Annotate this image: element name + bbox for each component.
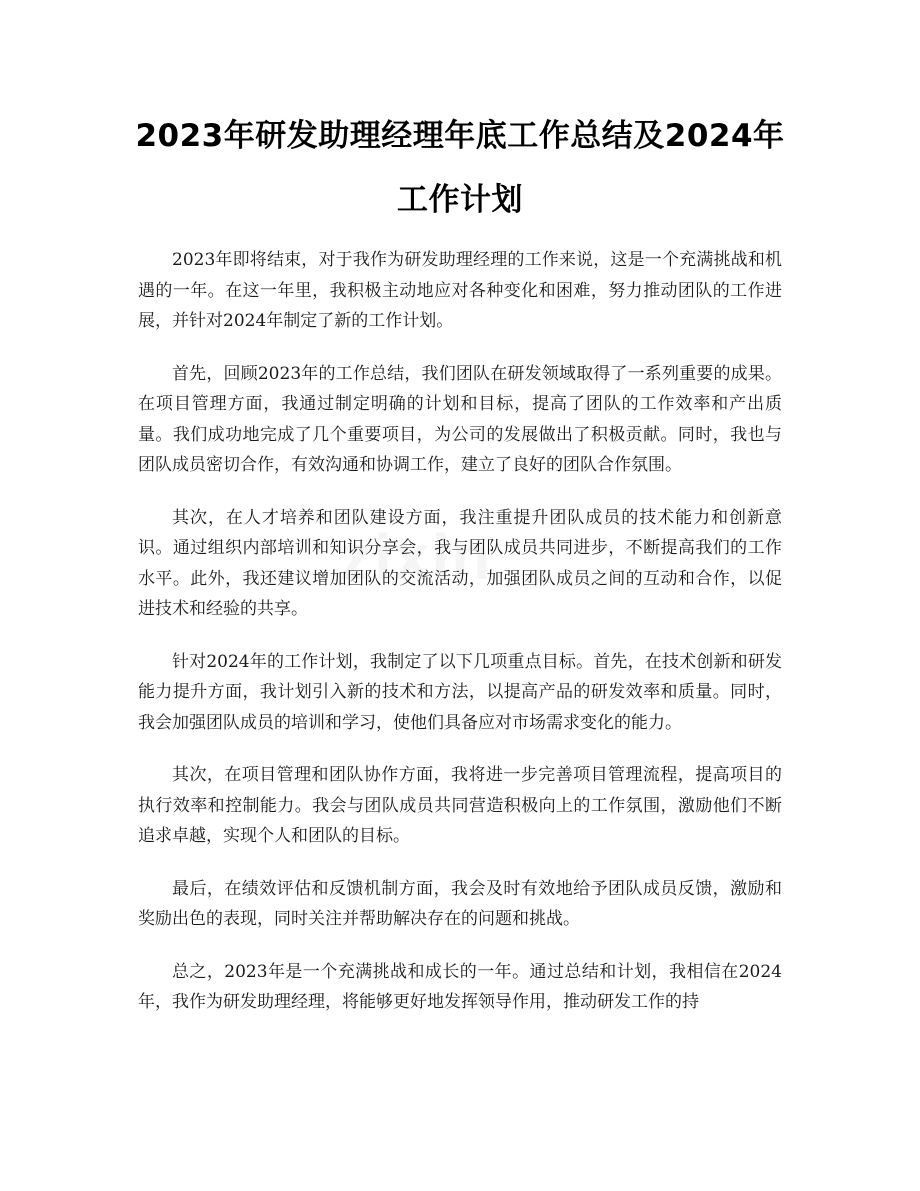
paragraph-5: 其次，在项目管理和团队协作方面，我将进一步完善项目管理流程，提高项目的执行效率和控制能力。我会与团队成员共同营造积极向上的工作氛围，激励他们不断追求卓越，实现个人和团队的目标。 <box>138 765 782 846</box>
paragraph-4: 针对2024年的工作计划，我制定了以下几项重点目标。首先，在技术创新和研发能力提升方面，我计划引入新的技术和方法，以提高产品的研发效率和质量。同时，我会加强团队成员的培训和学习，使他们具备应对市场需求变化的能力。 <box>138 651 782 733</box>
paragraph-2: 首先，回顾2023年的工作总结，我们团队在研发领域取得了一系列重要的成果。在项目管理方面，我通过制定明确的计划和目标，提高了团队的工作效率和产出质量。我们成功地完成了几个重要项目，为公司的发展做出了积极贡献。同时，我也与团队成员密切合作，有效沟通和协调工作，建立了良好的团队合作氛围。 <box>138 363 782 475</box>
paragraph-7: 总之，2023年是一个充满挑战和成长的一年。通过总结和计划，我相信在2024年，我作为研发助理经理，将能够更好地发挥领导作用，推动研发工作的持 <box>138 961 782 1012</box>
paragraph-6: 最后，在绩效评估和反馈机制方面，我会及时有效地给予团队成员反馈，激励和奖励出色的表现，同时关注并帮助解决存在的问题和挑战。 <box>138 878 782 929</box>
watermark: zixin <box>340 521 493 593</box>
paragraph-3: 其次，在人才培养和团队建设方面，我注重提升团队成员的技术能力和创新意识。通过组织内部培训和知识分享会，我与团队成员共同进步，不断提高我们的工作水平。此外，我还建议增加团队的交流活动，加强团队成员之间的互动和合作，以促进技术和经验的共享。 <box>138 507 782 619</box>
document-body <box>138 245 782 1040</box>
paragraph-1: 2023年即将结束，对于我作为研发助理经理的工作来说，这是一个充满挑战和机遇的一年。在这一年里，我积极主动地应对各种变化和困难，努力推动团队的工作进展，并针对2024年制定了新的工作计划。 <box>138 250 782 331</box>
document-title: 2023年研发助理经理年底工作总结及2024年工作计划 <box>135 118 785 218</box>
